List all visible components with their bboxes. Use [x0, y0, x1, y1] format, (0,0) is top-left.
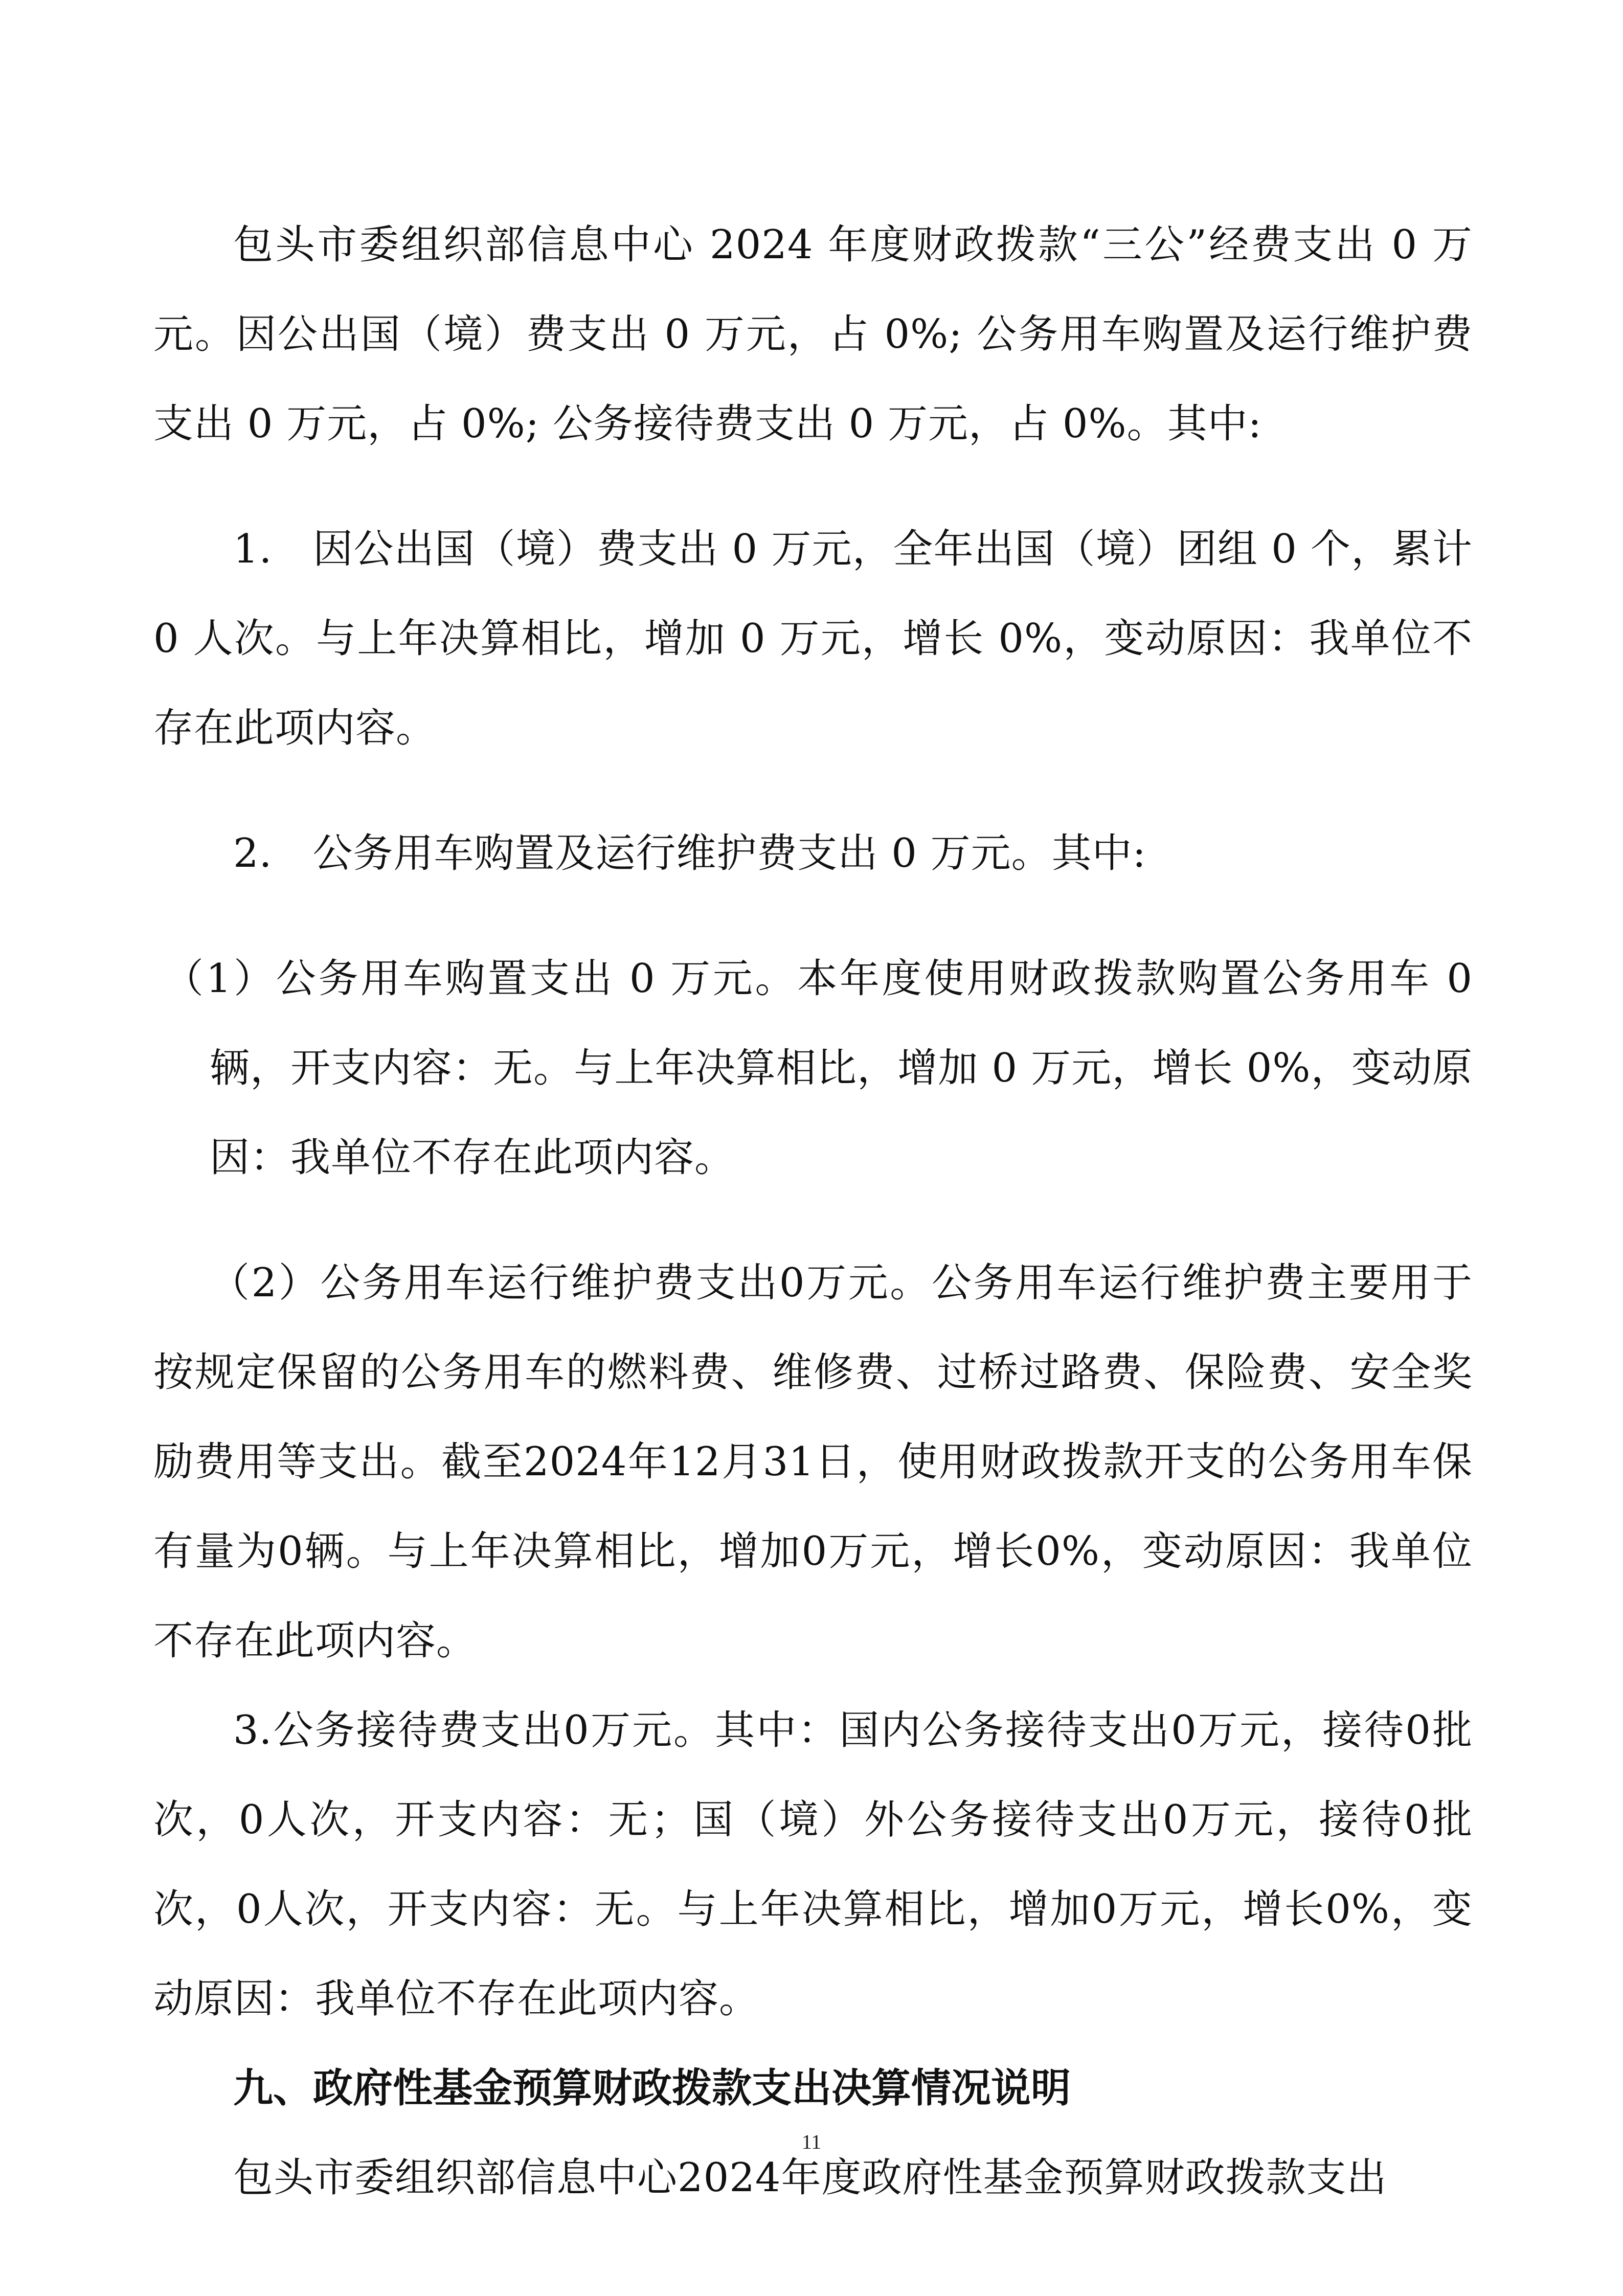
- section-heading-government-fund: 九、政府性基金预算财政拨款支出决算情况说明: [233, 2065, 1071, 2111]
- page-number: 11: [801, 2130, 822, 2153]
- paragraph-vehicle-maintenance: （2）公务用车运行维护费支出0万元。公务用车运行维护费主要用于按规定保留的公务用车的燃料费、维修费、过桥过路费、保险费、安全奖励费用等支出。截至2024年12月31日，使用财政拨款开支的公务用车保有量为0辆。与上年决算相比，增加0万元，增长0%，变动原因：我单位不存在此项内容。: [153, 1260, 1473, 1664]
- paragraph-vehicle-purchase: （1）公务用车购置支出 0 万元。本年度使用财政拨款购置公务用车 0 辆，开支内容：无。与上年决算相比，增加 0 万元，增长 0%，变动原因：我单位不存在此项内容。: [164, 956, 1473, 1181]
- document-body: [153, 200, 1473, 2223]
- paragraph-reception-expenses: 3.公务接待费支出0万元。其中：国内公务接待支出0万元，接待0批次，0人次，开支内容：无；国（境）外公务接待支出0万元，接待0批次，0人次，开支内容：无。与上年决算相比，增加0万元，增长0%，变动原因：我单位不存在此项内容。: [153, 1707, 1473, 2022]
- paragraph-three-public-expenses-summary: 包头市委组织部信息中心 2024 年度财政拨款“三公”经费支出 0 万元。因公出国（境）费支出 0 万元，占 0%; 公务用车购置及运行维护费支出 0 万元，占 0%; 公务接待费支出 0 万元，占 0%。其中:: [153, 222, 1473, 447]
- paragraph-government-fund-intro: 包头市委组织部信息中心2024年度政府性基金预算财政拨款支出: [233, 2155, 1387, 2201]
- paragraph-overseas-travel-expenses: 1. 因公出国（境）费支出 0 万元，全年出国（境）团组 0 个，累计 0 人次。与上年决算相比，增加 0 万元，增长 0%，变动原因：我单位不存在此项内容。: [153, 526, 1473, 751]
- paragraph-vehicle-expenses: 2. 公务用车购置及运行维护费支出 0 万元。其中:: [233, 830, 1146, 876]
